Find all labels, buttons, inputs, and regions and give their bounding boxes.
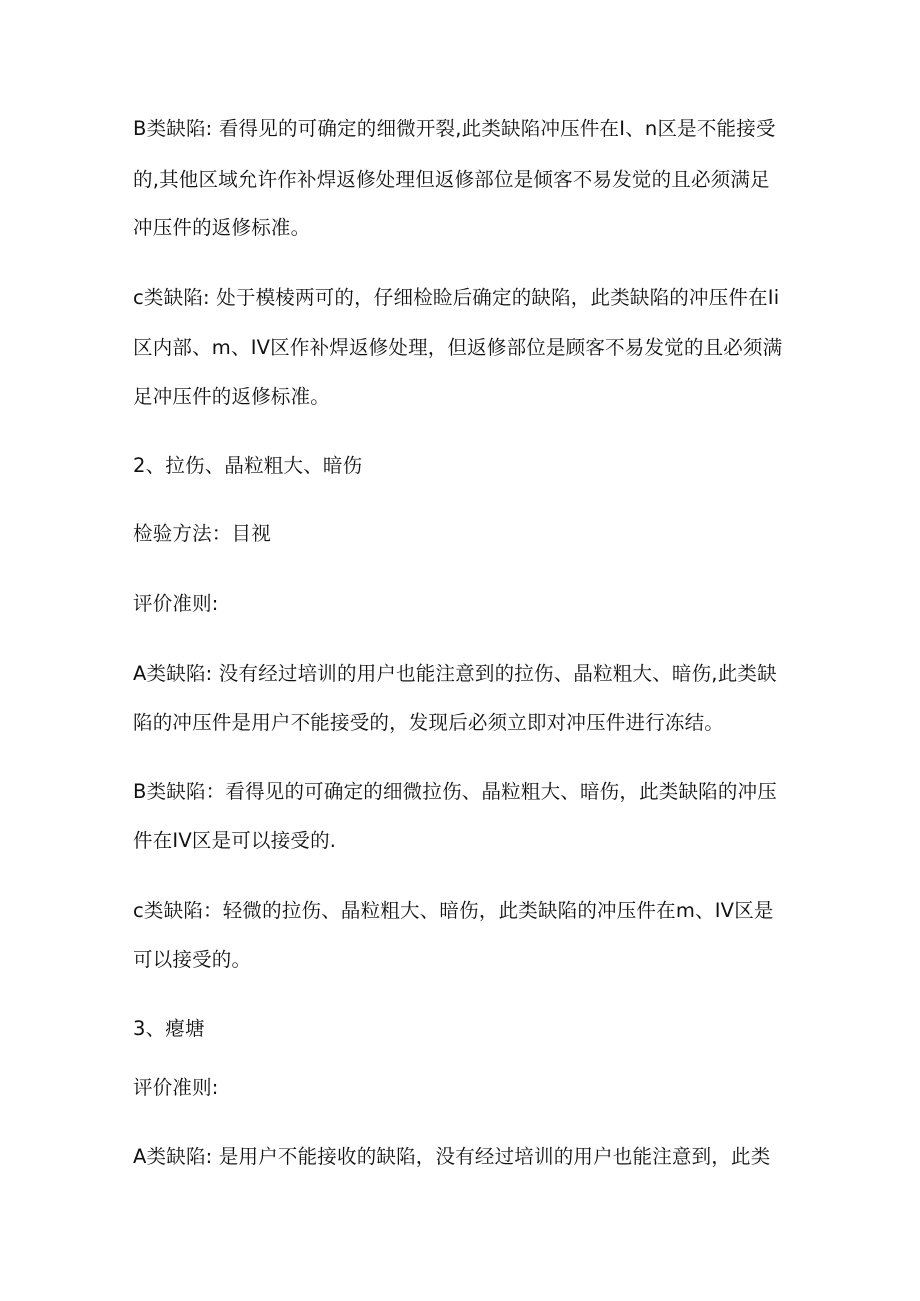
text-line: 陷的冲压件是用户不能接受的，发现后必须立即对冲压件进行冻结。: [133, 711, 725, 734]
text-line: B类缺陷: 看得见的可确定的细微开裂,此类缺陷冲压件在I、n区是不能接受: [133, 117, 776, 140]
text-line: c类缺陷：轻微的拉伤、晶粒粗大、暗伤，此类缺陷的冲压件在m、IV区是: [133, 899, 774, 922]
text-line: 冲压件的返修标准。: [133, 216, 311, 239]
text-line: 足冲压件的返修标准。: [133, 385, 331, 408]
text-line: A类缺陷: 没有经过培训的用户也能注意到的拉伤、晶粒粗大、暗伤,此类缺: [133, 662, 777, 685]
text-line: 的,其他区域允许作补焊返修处理但返修部位是倾客不易发觉的且必须满足: [133, 168, 770, 191]
inspection-method-text: 检验方法：目视: [133, 522, 271, 545]
text-line: c类缺陷: 处于模棱两可的，仔细检睑后确定的缺陷，此类缺陷的冲压件在Ii: [133, 286, 780, 309]
text-line: 件在IV区是可以接受的.: [133, 829, 337, 852]
text-line: 可以接受的。: [133, 948, 252, 971]
text-line: A类缺陷: 是用户不能接收的缺陷，没有经过培训的用户也能注意到，此类: [133, 1145, 771, 1168]
section-heading: 2、拉伤、晶粒粗大、暗伤: [133, 454, 363, 477]
criteria-heading: 评价准则:: [133, 592, 219, 615]
text-line: 区内部、m、IV区作补焊返修处理，但返修部位是顾客不易发觉的且必须满: [133, 336, 783, 359]
criteria-heading: 评价准则:: [133, 1076, 219, 1099]
section-heading: 3、瘪塘: [133, 1017, 205, 1040]
text-line: B类缺陷：看得见的可确定的细微拉伤、晶粒粗大、暗伤，此类缺陷的冲压: [133, 780, 777, 803]
